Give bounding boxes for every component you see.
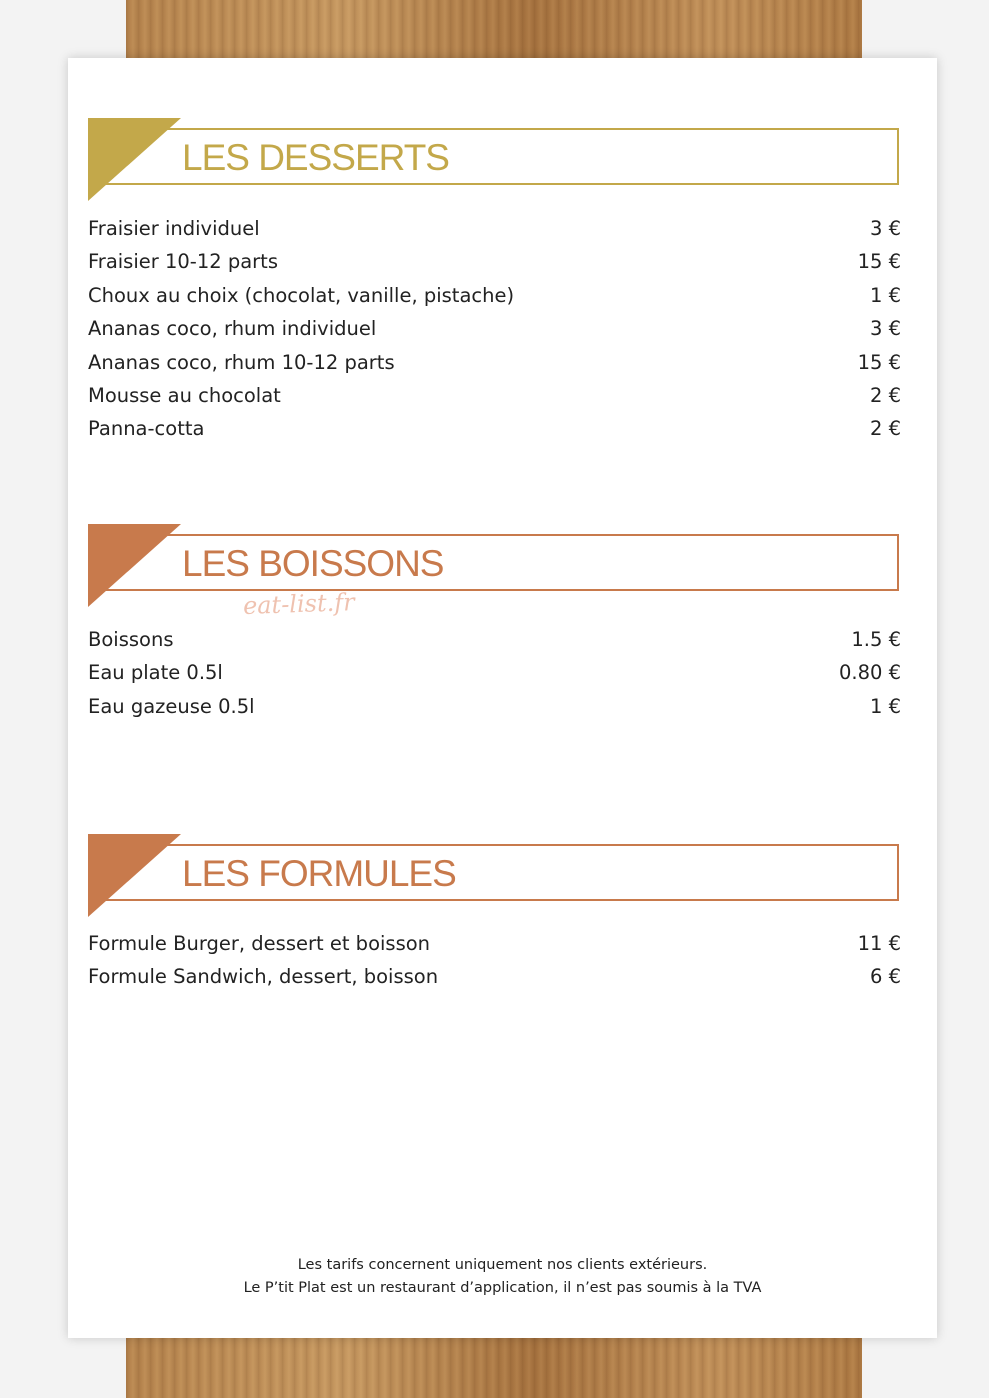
item-price: 1 € <box>869 694 901 718</box>
footer-line-2: Le P’tit Plat est un restaurant d’application, il n’est pas soumis à la TVA <box>243 1280 762 1296</box>
item-price: 3 € <box>869 217 901 240</box>
list-item <box>88 384 901 417</box>
item-name: Panna-cotta <box>88 417 205 441</box>
item-name: Formule Sandwich, dessert, boisson <box>88 965 439 989</box>
list-item <box>88 965 901 998</box>
section-title: LES BOISSONS <box>182 543 444 584</box>
item-name: Ananas coco, rhum 10-12 parts <box>88 350 395 374</box>
list-item <box>88 351 901 384</box>
wood-background-bottom <box>126 1336 862 1398</box>
item-price: 11 € <box>857 932 901 955</box>
corner-triangle-icon <box>88 524 182 608</box>
section-header-boissons <box>88 524 901 619</box>
item-price: 15 € <box>857 350 901 374</box>
formules-list <box>88 932 901 999</box>
list-item <box>88 217 901 250</box>
item-price: 2 € <box>869 383 901 407</box>
watermark-text: eat-list.fr <box>242 588 356 620</box>
item-price: 2 € <box>869 417 901 441</box>
item-price: 1 € <box>869 283 901 307</box>
item-name: Eau plate 0.5l <box>88 661 223 685</box>
list-item <box>88 250 901 283</box>
section-header-formules <box>88 834 901 929</box>
list-item <box>88 628 901 661</box>
item-price: 0.80 € <box>838 661 901 685</box>
section-header-desserts <box>88 118 901 213</box>
item-name: Fraisier individuel <box>88 217 260 240</box>
footer-line-1: Les tarifs concernent uniquement nos clients extérieurs. <box>297 1257 708 1273</box>
item-price: 15 € <box>857 250 901 274</box>
item-name: Boissons <box>88 628 174 651</box>
list-item <box>88 284 901 317</box>
corner-triangle-icon <box>88 834 182 918</box>
section-title: LES DESSERTS <box>182 137 449 178</box>
corner-triangle-icon <box>88 118 182 202</box>
list-item <box>88 317 901 350</box>
list-item <box>88 661 901 694</box>
list-item <box>88 417 901 450</box>
item-price: 6 € <box>869 965 901 989</box>
item-name: Fraisier 10-12 parts <box>88 250 278 274</box>
wood-background-top <box>126 0 862 60</box>
list-item <box>88 695 901 728</box>
boissons-list <box>88 628 901 728</box>
item-name: Eau gazeuse 0.5l <box>88 694 255 718</box>
item-name: Choux au choix (chocolat, vanille, pistache) <box>88 283 515 307</box>
item-price: 3 € <box>869 317 901 341</box>
item-name: Formule Burger, dessert et boisson <box>88 932 431 955</box>
item-name: Ananas coco, rhum individuel <box>88 317 377 341</box>
menu-page <box>68 58 937 1338</box>
desserts-list <box>88 217 901 451</box>
section-title: LES FORMULES <box>182 853 456 894</box>
item-name: Mousse au chocolat <box>88 383 281 407</box>
list-item <box>88 932 901 965</box>
footer-note <box>68 1254 937 1300</box>
item-price: 1.5 € <box>851 628 901 651</box>
